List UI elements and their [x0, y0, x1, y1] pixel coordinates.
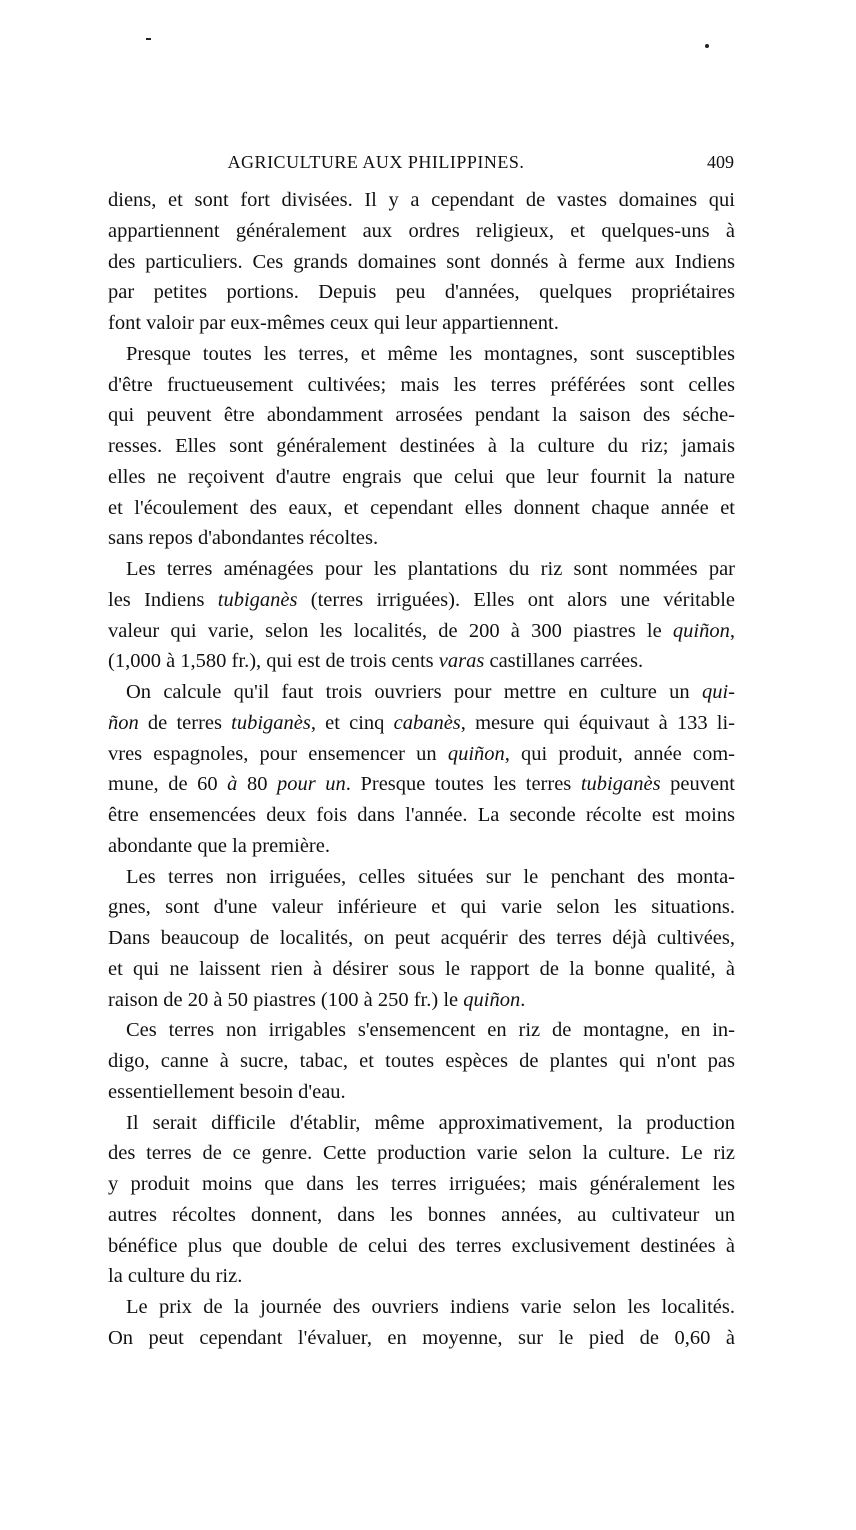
- text-line: [108, 277, 735, 308]
- text-segment: On peut cependant l'évaluer, en moyenne, sur le pied de 0,60 à: [108, 1326, 735, 1349]
- text-segment: vres espagnoles, pour ensemencer un: [108, 742, 448, 765]
- page-number: 409: [707, 152, 734, 172]
- text-line: [108, 954, 735, 985]
- text-segment: 80: [237, 773, 278, 796]
- text-line: [108, 769, 735, 800]
- text-segment: . Presque toutes les terres: [345, 773, 581, 796]
- text-segment: par petites portions. Depuis peu d'années, quelques propriétaires: [108, 281, 735, 304]
- text-segment: des terres de ce genre. Cette production varie selon la culture. Le riz: [108, 1142, 735, 1165]
- text-line: [108, 646, 735, 677]
- italic-term: à: [227, 773, 238, 796]
- text-segment: appartiennent généralement aux ordres religieux, et quelques-uns à: [108, 219, 735, 242]
- italic-term: quiñon: [672, 619, 730, 642]
- text-segment: On calcule qu'il faut trois ouvriers pour mettre en culture un: [126, 681, 702, 703]
- text-line: [108, 862, 735, 893]
- text-segment: font valoir par eux-mêmes ceux qui leur appartiennent.: [108, 312, 559, 334]
- text-line: [108, 923, 735, 954]
- text-segment: , qui produit, année com-: [504, 742, 735, 765]
- italic-term: varas: [438, 650, 485, 673]
- text-line: [108, 831, 735, 862]
- text-line: [108, 400, 735, 431]
- text-segment: essentiellement besoin d'eau.: [108, 1080, 346, 1103]
- italic-term: quiñon: [463, 988, 521, 1011]
- italic-term: cabanès: [393, 711, 461, 734]
- text-segment: la culture du riz.: [108, 1265, 243, 1288]
- text-line: [108, 1261, 735, 1292]
- text-line: [108, 616, 735, 647]
- text-line: [108, 523, 735, 554]
- paragraph: [108, 1015, 735, 1107]
- text-segment: qui peuvent être abondamment arrosées pendant la saison des séche-: [108, 404, 735, 427]
- italic-term: tubiganès: [217, 588, 298, 611]
- text-line: [108, 985, 735, 1016]
- text-line: [108, 462, 735, 493]
- text-segment: valeur qui varie, selon les localités, de 200 à 300 piastres le: [108, 619, 673, 642]
- text-segment: des particuliers. Ces grands domaines sont donnés à ferme aux Indiens: [108, 250, 735, 273]
- italic-term: pour un: [277, 773, 346, 796]
- text-segment: mune, de 60: [108, 773, 228, 796]
- text-segment: Les terres non irriguées, celles situées sur le penchant des monta-: [126, 865, 735, 888]
- running-title: AGRICULTURE AUX PHILIPPINES.: [227, 152, 525, 172]
- text-segment: gnes, sont d'une valeur inférieure et qui varie selon les situations.: [108, 896, 735, 919]
- text-segment: de terres: [138, 711, 232, 734]
- text-segment: , et cinq: [310, 711, 394, 734]
- text-segment: sans repos d'abondantes récoltes.: [108, 527, 379, 550]
- text-segment: ,: [729, 619, 735, 642]
- paragraph: [108, 677, 735, 862]
- text-segment: autres récoltes donnent, dans les bonnes années, au cultivateur un: [108, 1203, 735, 1226]
- text-line: [108, 1231, 735, 1262]
- text-line: [108, 800, 735, 831]
- text-segment: peuvent: [660, 773, 735, 796]
- text-line: [108, 677, 735, 708]
- text-line: [108, 554, 735, 585]
- text-line: [108, 1138, 735, 1169]
- paragraph: [108, 185, 735, 339]
- text-segment: .: [520, 988, 526, 1011]
- scan-speck: [146, 38, 151, 40]
- text-segment: et qui ne laissent rien à désirer sous le rapport de la bonne qualité, à: [108, 957, 735, 980]
- text-line: [108, 1015, 735, 1046]
- page-body: [108, 185, 735, 1354]
- text-segment: (terres irriguées). Elles ont alors une véritable: [297, 588, 735, 611]
- italic-term: tubiganès: [231, 711, 311, 734]
- text-segment: abondante que la première.: [108, 834, 330, 857]
- text-segment: raison de 20 à 50 piastres (100 à 250 fr.) le: [108, 988, 464, 1011]
- text-segment: Les terres aménagées pour les plantations du riz sont nommées par: [126, 558, 735, 580]
- text-segment: resses. Elles sont généralement destinées à la culture du riz; jamais: [108, 435, 735, 457]
- page-header: [108, 152, 734, 178]
- text-line: [108, 493, 735, 524]
- text-line: [108, 1200, 735, 1231]
- text-segment: elles ne reçoivent d'autre engrais que celui que leur fournit la nature: [108, 465, 735, 488]
- text-segment: (1,000 à 1,580 fr.), qui est de trois cents: [108, 650, 439, 673]
- paragraph: [108, 1108, 735, 1293]
- text-segment: bénéfice plus que double de celui des terres exclusivement destinées à: [108, 1234, 735, 1257]
- text-line: [108, 431, 735, 462]
- text-line: [108, 1169, 735, 1200]
- text-line: [108, 1292, 735, 1323]
- text-segment: Dans beaucoup de localités, on peut acquérir des terres déjà cultivées,: [108, 927, 735, 949]
- text-segment: et l'écoulement des eaux, et cependant elles donnent chaque année et: [108, 496, 735, 519]
- text-segment: , mesure qui équivaut à 133 li-: [460, 711, 735, 734]
- text-segment: y produit moins que dans les terres irriguées; mais généralement les: [108, 1173, 735, 1195]
- text-segment: Ces terres non irrigables s'ensemencent en riz de montagne, en in-: [126, 1019, 735, 1042]
- text-line: [108, 708, 735, 739]
- text-line: [108, 339, 735, 370]
- italic-term: qui-: [701, 681, 735, 703]
- text-line: [108, 247, 735, 278]
- text-segment: être ensemencées deux fois dans l'année. La seconde récolte est moins: [108, 804, 735, 826]
- paragraph: [108, 554, 735, 677]
- scan-speck: [705, 44, 709, 48]
- text-segment: castillanes carrées.: [484, 650, 644, 673]
- text-segment: Le prix de la journée des ouvriers indiens varie selon les localités.: [126, 1296, 735, 1318]
- text-line: [108, 1077, 735, 1108]
- text-line: [108, 1323, 735, 1354]
- text-segment: diens, et sont fort divisées. Il y a cependant de vastes domaines qui: [108, 189, 735, 211]
- text-line: [108, 216, 735, 247]
- text-segment: d'être fructueusement cultivées; mais les terres préférées sont celles: [108, 373, 735, 396]
- text-line: [108, 585, 735, 616]
- text-line: [108, 892, 735, 923]
- text-line: [108, 185, 735, 216]
- text-segment: Il serait difficile d'établir, même approximativement, la production: [126, 1111, 735, 1134]
- text-segment: les Indiens: [108, 588, 218, 611]
- text-segment: digo, canne à sucre, tabac, et toutes espèces de plantes qui n'ont pas: [108, 1050, 735, 1072]
- text-line: [108, 1046, 735, 1077]
- text-line: [108, 308, 735, 339]
- text-line: [108, 1108, 735, 1139]
- italic-term: quiñon: [447, 742, 505, 765]
- paragraph: [108, 339, 735, 554]
- text-line: [108, 739, 735, 770]
- text-segment: Presque toutes les terres, et même les montagnes, sont susceptibles: [126, 342, 735, 365]
- paragraph: [108, 862, 735, 1016]
- paragraph: [108, 1292, 735, 1354]
- italic-term: ñon: [108, 711, 139, 734]
- italic-term: tubiganès: [580, 773, 661, 796]
- text-line: [108, 370, 735, 401]
